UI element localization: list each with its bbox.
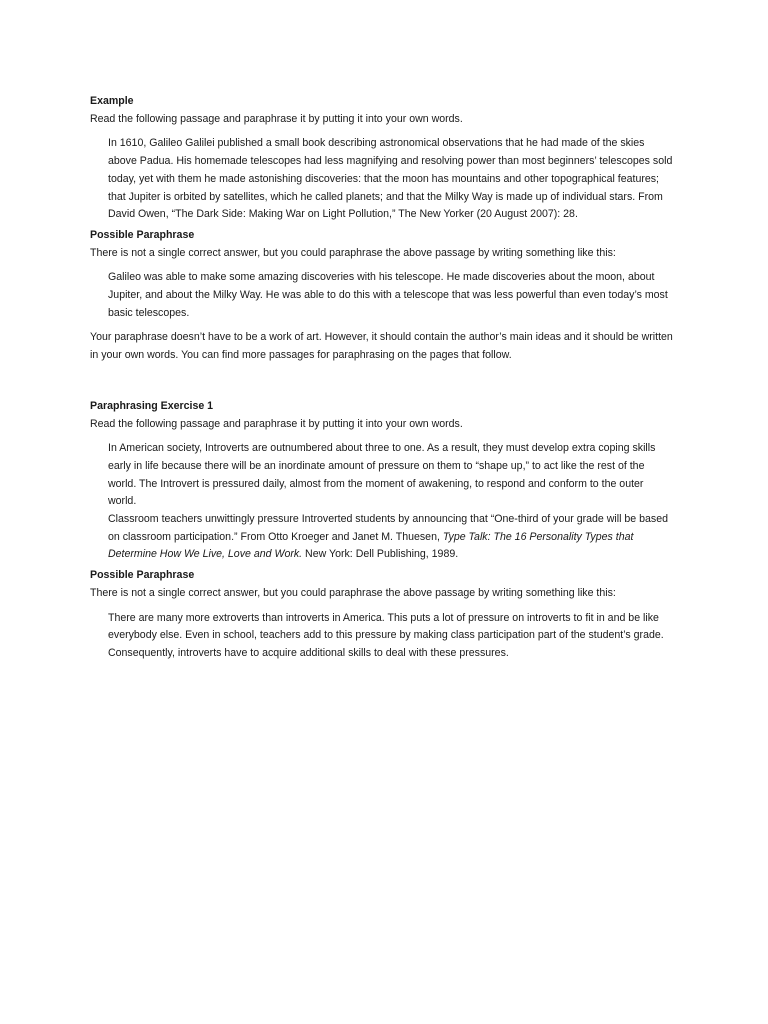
exercise1-passage bbox=[90, 440, 680, 564]
exercise1-paraphrase bbox=[90, 610, 680, 663]
example-note: Your paraphrase doesn’t have to be a work of art. However, it should contain the author’s main ideas and it should be written in your own words. You can find more passages for paraphrasing on the pages that follow. bbox=[90, 331, 673, 362]
example-instruction: Read the following passage and paraphrase it by putting it into your own words. bbox=[90, 112, 463, 125]
example-paraphrase-intro: There is not a single correct answer, but you could paraphrase the above passage by writing something like this: bbox=[90, 246, 616, 259]
example-paraphrase-heading: Possible Paraphrase bbox=[90, 228, 195, 241]
exercise1-passage-p1: In American society, Introverts are outnumbered about three to one. As a result, they must develop extra coping skills early in life because there will be an inordinate amount of pressure on them to “shape up,” to act like the rest of the world. The Introvert is pressured daily, almost from the moment of awakening, to respond and conform to the outer world. bbox=[108, 442, 656, 508]
example-passage bbox=[90, 135, 680, 224]
exercise1-passage-p2-start: Classroom teachers unwittingly pressure Introverted students by announcing that “One-third of your grade will be based on classroom participation.” From Otto Kroeger and Janet M. Thuesen, bbox=[108, 513, 668, 543]
document-page bbox=[90, 93, 680, 663]
exercise1-paraphrase-text: There are many more extroverts than introverts in America. This puts a lot of pressure on introverts to fit in and be like everybody else. Even in school, teachers add to this pressure by making class participation part of the student’s grade. Consequently, introverts have to acquire additional skills to deal with these pressures. bbox=[108, 611, 664, 659]
example-heading: Example bbox=[90, 95, 134, 107]
exercise1-passage-p2-end: New York: Dell Publishing, 1989. bbox=[302, 548, 459, 561]
example-passage-text: In 1610, Galileo Galilei published a small book describing astronomical observations that he had made of the skies above Padua. His homemade telescopes had less magnifying and resolving power than most beginners’ telescopes sold today, yet with them he made astonishing discoveries: that the moon has mountains and other topographical features; that Jupiter is orbited by satellites, which he called planets; and that the Milky Way is made up of individual stars. From David Owen, “The Dark Side: Making War on Light Pollution,” The New Yorker (20 August 2007): 28. bbox=[108, 137, 673, 221]
example-paraphrase-text: Galileo was able to make some amazing discoveries with his telescope. He made discoveries about the moon, about Jupiter, and about the Milky Way. He was able to do this with a telescope that was less powerful than even today’s most basic telescopes. bbox=[108, 271, 668, 319]
example-paraphrase bbox=[90, 269, 680, 322]
exercise1-heading: Paraphrasing Exercise 1 bbox=[90, 399, 214, 412]
exercise1-paraphrase-heading: Possible Paraphrase bbox=[90, 569, 195, 582]
exercise1-paraphrase-intro: There is not a single correct answer, but you could paraphrase the above passage by writing something like this: bbox=[90, 586, 616, 599]
exercise1-instruction: Read the following passage and paraphrase it by putting it into your own words. bbox=[90, 417, 463, 430]
exercise1-passage-p2 bbox=[108, 511, 674, 564]
exercise1-passage-book-title: Type Talk: The 16 Personality Types that Determine How We Live, Love and Work. bbox=[108, 530, 634, 561]
